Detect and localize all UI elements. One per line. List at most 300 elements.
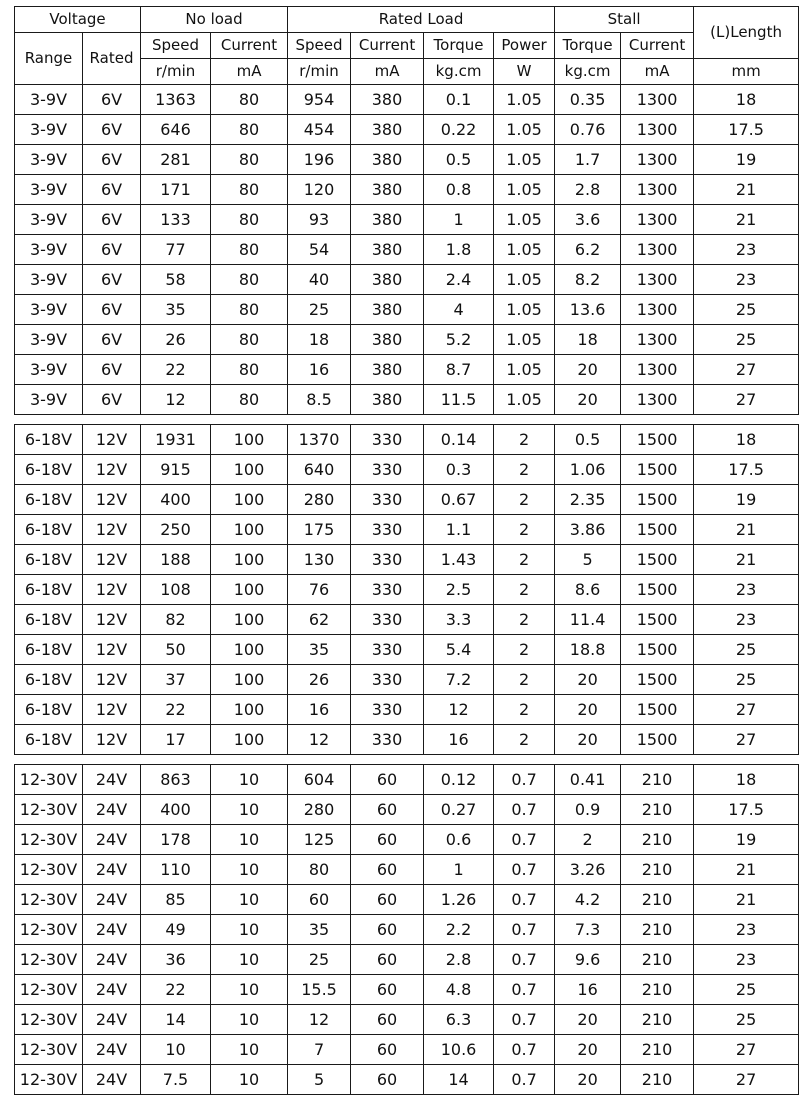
- rated-power-cell: 1.05: [494, 235, 555, 265]
- rated-power-cell: 2: [494, 545, 555, 575]
- rated-current-cell: 330: [351, 545, 424, 575]
- stall-current-cell: 1500: [621, 575, 694, 605]
- stall-current-cell: 1500: [621, 545, 694, 575]
- stall-torque-cell: 8.6: [555, 575, 621, 605]
- rated-cell: 6V: [83, 145, 141, 175]
- rated-current-cell: 60: [351, 825, 424, 855]
- range-cell: 12-30V: [15, 975, 83, 1005]
- no-load-speed-cell: 17: [141, 725, 211, 755]
- rated-cell: 6V: [83, 115, 141, 145]
- length-cell: 23: [694, 945, 799, 975]
- length-cell: 18: [694, 85, 799, 115]
- table-row: [15, 545, 799, 575]
- no-load-speed-cell: 915: [141, 455, 211, 485]
- range-cell: 12-30V: [15, 1065, 83, 1095]
- unit-w: W: [494, 59, 555, 85]
- no-load-speed-cell: 400: [141, 485, 211, 515]
- motor-spec-table: [14, 6, 799, 1095]
- rated-cell: 6V: [83, 385, 141, 415]
- rated-speed-cell: 62: [288, 605, 351, 635]
- no-load-current-cell: 80: [211, 385, 288, 415]
- rated-torque-cell: 0.22: [424, 115, 494, 145]
- no-load-current-cell: 100: [211, 575, 288, 605]
- no-load-speed-cell: 250: [141, 515, 211, 545]
- table-row: [15, 205, 799, 235]
- no-load-current-cell: 80: [211, 205, 288, 235]
- stall-current-cell: 1300: [621, 235, 694, 265]
- separator-cell: [15, 415, 799, 425]
- rated-current-cell: 60: [351, 855, 424, 885]
- rated-cell: 24V: [83, 1005, 141, 1035]
- no-load-speed-cell: 14: [141, 1005, 211, 1035]
- table-row: [15, 115, 799, 145]
- rated-torque-cell: 10.6: [424, 1035, 494, 1065]
- stall-torque-cell: 8.2: [555, 265, 621, 295]
- range-cell: 6-18V: [15, 455, 83, 485]
- group-separator: [15, 415, 799, 425]
- length-cell: 27: [694, 725, 799, 755]
- rated-current-cell: 380: [351, 205, 424, 235]
- stall-current-cell: 210: [621, 765, 694, 795]
- rated-current-cell: 380: [351, 295, 424, 325]
- rated-torque-cell: 0.8: [424, 175, 494, 205]
- no-load-speed-cell: 85: [141, 885, 211, 915]
- rated-torque-cell: 3.3: [424, 605, 494, 635]
- length-cell: 23: [694, 235, 799, 265]
- stall-current-cell: 1500: [621, 515, 694, 545]
- length-cell: 23: [694, 915, 799, 945]
- length-cell: 17.5: [694, 115, 799, 145]
- rated-speed-cell: 12: [288, 1005, 351, 1035]
- rated-torque-cell: 1.26: [424, 885, 494, 915]
- table-row: [15, 515, 799, 545]
- rated-current-cell: 330: [351, 425, 424, 455]
- stall-torque-cell: 9.6: [555, 945, 621, 975]
- rated-power-cell: 2: [494, 725, 555, 755]
- rated-speed-cell: 640: [288, 455, 351, 485]
- no-load-speed-cell: 82: [141, 605, 211, 635]
- rated-current-cell: 60: [351, 765, 424, 795]
- rated-power-cell: 1.05: [494, 295, 555, 325]
- range-cell: 12-30V: [15, 795, 83, 825]
- table-row: [15, 325, 799, 355]
- table-row: [15, 265, 799, 295]
- rated-speed-cell: 18: [288, 325, 351, 355]
- rated-torque-cell: 2.8: [424, 945, 494, 975]
- rated-torque-cell: 0.12: [424, 765, 494, 795]
- stall-torque-cell: 0.41: [555, 765, 621, 795]
- unit-kgcm: kg.cm: [555, 59, 621, 85]
- rated-power-cell: 2: [494, 665, 555, 695]
- stall-torque-cell: 3.26: [555, 855, 621, 885]
- rated-cell: 24V: [83, 885, 141, 915]
- unit-ma: mA: [211, 59, 288, 85]
- length-cell: 23: [694, 575, 799, 605]
- rated-current-cell: 60: [351, 885, 424, 915]
- range-cell: 6-18V: [15, 695, 83, 725]
- no-load-current-cell: 80: [211, 295, 288, 325]
- rated-cell: 12V: [83, 515, 141, 545]
- no-load-current-cell: 100: [211, 425, 288, 455]
- rated-current-cell: 330: [351, 575, 424, 605]
- table-row: [15, 915, 799, 945]
- rated-power-cell: 0.7: [494, 1065, 555, 1095]
- rated-torque-cell: 5.2: [424, 325, 494, 355]
- range-cell: 6-18V: [15, 605, 83, 635]
- rated-power-cell: 2: [494, 575, 555, 605]
- rated-speed-cell: 93: [288, 205, 351, 235]
- separator-cell: [15, 755, 799, 765]
- no-load-speed-cell: 281: [141, 145, 211, 175]
- rated-power-cell: 2: [494, 425, 555, 455]
- rated-power-cell: 0.7: [494, 975, 555, 1005]
- stall-current-cell: 1300: [621, 85, 694, 115]
- rated-cell: 6V: [83, 325, 141, 355]
- rated-torque-cell: 1.1: [424, 515, 494, 545]
- range-cell: 3-9V: [15, 235, 83, 265]
- rated-cell: 6V: [83, 175, 141, 205]
- unit-mm: mm: [694, 59, 799, 85]
- rated-speed-cell: 35: [288, 635, 351, 665]
- rated-speed-cell: 604: [288, 765, 351, 795]
- rated-current-cell: 330: [351, 665, 424, 695]
- no-load-current-cell: 10: [211, 825, 288, 855]
- rated-current-cell: 60: [351, 1035, 424, 1065]
- length-cell: 27: [694, 1035, 799, 1065]
- rated-torque-cell: 0.6: [424, 825, 494, 855]
- stall-torque-cell: 18: [555, 325, 621, 355]
- length-cell: 17.5: [694, 455, 799, 485]
- range-cell: 6-18V: [15, 545, 83, 575]
- no-load-current-cell: 80: [211, 175, 288, 205]
- rated-torque-cell: 4.8: [424, 975, 494, 1005]
- range-cell: 12-30V: [15, 855, 83, 885]
- rated-speed-cell: 120: [288, 175, 351, 205]
- length-header: (L)Length: [694, 7, 799, 59]
- rated-cell: 24V: [83, 1035, 141, 1065]
- stall-current-cell: 210: [621, 855, 694, 885]
- unit-rpm: r/min: [141, 59, 211, 85]
- table-row: [15, 1005, 799, 1035]
- length-cell: 25: [694, 635, 799, 665]
- rated-power-cell: 1.05: [494, 205, 555, 235]
- no-load-speed-cell: 35: [141, 295, 211, 325]
- rated-current-cell: 380: [351, 385, 424, 415]
- rated-torque-cell: 12: [424, 695, 494, 725]
- rated-power-cell: 0.7: [494, 795, 555, 825]
- rated-power-cell: 1.05: [494, 385, 555, 415]
- no-load-speed-cell: 37: [141, 665, 211, 695]
- rated-torque-cell: 7.2: [424, 665, 494, 695]
- length-cell: 19: [694, 145, 799, 175]
- table-row: [15, 485, 799, 515]
- range-cell: 3-9V: [15, 355, 83, 385]
- rated-torque-cell: 6.3: [424, 1005, 494, 1035]
- rated-speed-cell: 80: [288, 855, 351, 885]
- table-row: [15, 455, 799, 485]
- no-load-speed-cell: 10: [141, 1035, 211, 1065]
- no-load-current-cell: 100: [211, 485, 288, 515]
- stall-current-cell: 210: [621, 825, 694, 855]
- range-cell: 6-18V: [15, 515, 83, 545]
- no-load-speed-cell: 12: [141, 385, 211, 415]
- range-cell: 3-9V: [15, 85, 83, 115]
- rated-current-cell: 330: [351, 725, 424, 755]
- rated-cell: 12V: [83, 695, 141, 725]
- rated-speed-cell: 130: [288, 545, 351, 575]
- stall-torque-cell: 16: [555, 975, 621, 1005]
- header-row-groups: [15, 7, 799, 33]
- no-load-speed-cell: 36: [141, 945, 211, 975]
- rated-current-cell: 380: [351, 145, 424, 175]
- range-cell: 3-9V: [15, 265, 83, 295]
- length-cell: 21: [694, 545, 799, 575]
- rated-current-cell: 330: [351, 635, 424, 665]
- rated-cell: 24V: [83, 975, 141, 1005]
- length-cell: 25: [694, 975, 799, 1005]
- no-load-speed-cell: 77: [141, 235, 211, 265]
- range-cell: 3-9V: [15, 325, 83, 355]
- rated-power-cell: 1.05: [494, 145, 555, 175]
- rated-current-cell: 380: [351, 235, 424, 265]
- rated-torque-cell: 14: [424, 1065, 494, 1095]
- rated-current-cell: 330: [351, 455, 424, 485]
- rated-torque-cell: 0.5: [424, 145, 494, 175]
- rated-cell: 24V: [83, 765, 141, 795]
- table-row: [15, 795, 799, 825]
- stall-current-cell: 1300: [621, 355, 694, 385]
- length-cell: 18: [694, 425, 799, 455]
- no-load-speed-cell: 133: [141, 205, 211, 235]
- rated-cell: 12V: [83, 605, 141, 635]
- rated-current-cell: 60: [351, 915, 424, 945]
- length-cell: 25: [694, 665, 799, 695]
- rated-current-cell: 380: [351, 115, 424, 145]
- stall-torque-cell: 3.6: [555, 205, 621, 235]
- rated-current-cell: 380: [351, 325, 424, 355]
- no-load-current-cell: 100: [211, 515, 288, 545]
- no-load-speed-cell: 26: [141, 325, 211, 355]
- group-separator: [15, 755, 799, 765]
- rated-power-cell: 1.05: [494, 355, 555, 385]
- range-cell: 3-9V: [15, 385, 83, 415]
- stall-torque-cell: 20: [555, 385, 621, 415]
- no-load-current-cell: 100: [211, 545, 288, 575]
- stall-torque-cell: 0.76: [555, 115, 621, 145]
- length-cell: 27: [694, 385, 799, 415]
- rated-cell: 6V: [83, 355, 141, 385]
- rated-torque-cell: 0.27: [424, 795, 494, 825]
- stall-torque-cell: 20: [555, 695, 621, 725]
- range-cell: 12-30V: [15, 825, 83, 855]
- no-load-current-cell: 80: [211, 265, 288, 295]
- rated-current-cell: 60: [351, 1005, 424, 1035]
- rated-speed-cell: 26: [288, 665, 351, 695]
- stall-current-cell: 1300: [621, 175, 694, 205]
- no-load-current-cell: 10: [211, 1035, 288, 1065]
- stall-torque-cell: 0.9: [555, 795, 621, 825]
- stall-current-cell: 210: [621, 1065, 694, 1095]
- rated-torque-cell: 16: [424, 725, 494, 755]
- rated-speed-cell: 280: [288, 795, 351, 825]
- rated-current-cell: 380: [351, 265, 424, 295]
- rated-power-cell: 2: [494, 455, 555, 485]
- length-cell: 21: [694, 515, 799, 545]
- rated-speed-cell: 5: [288, 1065, 351, 1095]
- length-cell: 23: [694, 265, 799, 295]
- rated-speed-cell: 454: [288, 115, 351, 145]
- no-load-speed-cell: 22: [141, 695, 211, 725]
- rated-torque-cell: 8.7: [424, 355, 494, 385]
- no-load-current-cell: 10: [211, 975, 288, 1005]
- table-row: [15, 295, 799, 325]
- rated-current-cell: 380: [351, 175, 424, 205]
- rated-torque-cell: 0.67: [424, 485, 494, 515]
- length-cell: 19: [694, 485, 799, 515]
- stall-torque-cell: 2: [555, 825, 621, 855]
- rated-header: Rated: [83, 33, 141, 85]
- length-cell: 21: [694, 175, 799, 205]
- stall-torque-header: Torque: [555, 33, 621, 59]
- stall-current-cell: 210: [621, 975, 694, 1005]
- rated-torque-cell: 2.4: [424, 265, 494, 295]
- rated-power-cell: 0.7: [494, 915, 555, 945]
- range-cell: 6-18V: [15, 665, 83, 695]
- table-row: [15, 85, 799, 115]
- range-cell: 3-9V: [15, 205, 83, 235]
- table-row: [15, 175, 799, 205]
- length-cell: 25: [694, 1005, 799, 1035]
- rated-speed-cell: 8.5: [288, 385, 351, 415]
- no-load-speed-cell: 188: [141, 545, 211, 575]
- rated-speed-cell: 60: [288, 885, 351, 915]
- stall-current-header: Current: [621, 33, 694, 59]
- rated-current-cell: 380: [351, 355, 424, 385]
- no-load-speed-cell: 863: [141, 765, 211, 795]
- no-load-speed-cell: 22: [141, 355, 211, 385]
- rated-current-cell: 330: [351, 605, 424, 635]
- rated-power-cell: 0.7: [494, 885, 555, 915]
- rated-speed-cell: 1370: [288, 425, 351, 455]
- rated-current-cell: 330: [351, 515, 424, 545]
- table-row: [15, 825, 799, 855]
- table-row: [15, 145, 799, 175]
- rated-cell: 12V: [83, 545, 141, 575]
- rated-cell: 12V: [83, 665, 141, 695]
- rated-torque-cell: 2.5: [424, 575, 494, 605]
- range-cell: 12-30V: [15, 1005, 83, 1035]
- table-row: [15, 665, 799, 695]
- rated-power-header: Power: [494, 33, 555, 59]
- length-cell: 19: [694, 825, 799, 855]
- rated-power-cell: 0.7: [494, 765, 555, 795]
- stall-torque-cell: 20: [555, 665, 621, 695]
- stall-current-cell: 210: [621, 885, 694, 915]
- rated-cell: 12V: [83, 425, 141, 455]
- no-load-speed-header: Speed: [141, 33, 211, 59]
- table-row: [15, 855, 799, 885]
- stall-torque-cell: 20: [555, 355, 621, 385]
- no-load-speed-cell: 646: [141, 115, 211, 145]
- stall-current-cell: 1500: [621, 665, 694, 695]
- rated-power-cell: 1.05: [494, 85, 555, 115]
- no-load-speed-cell: 22: [141, 975, 211, 1005]
- range-cell: 3-9V: [15, 115, 83, 145]
- unit-ma: mA: [621, 59, 694, 85]
- stall-torque-cell: 20: [555, 1065, 621, 1095]
- length-cell: 21: [694, 855, 799, 885]
- rated-cell: 24V: [83, 825, 141, 855]
- rated-cell: 24V: [83, 795, 141, 825]
- no-load-speed-cell: 50: [141, 635, 211, 665]
- table-row: [15, 695, 799, 725]
- no-load-group-header: No load: [141, 7, 288, 33]
- no-load-speed-cell: 7.5: [141, 1065, 211, 1095]
- no-load-speed-cell: 178: [141, 825, 211, 855]
- no-load-current-cell: 80: [211, 235, 288, 265]
- no-load-speed-cell: 400: [141, 795, 211, 825]
- rated-power-cell: 2: [494, 635, 555, 665]
- rated-torque-cell: 0.14: [424, 425, 494, 455]
- no-load-current-cell: 10: [211, 1005, 288, 1035]
- table-row: [15, 1065, 799, 1095]
- stall-current-cell: 1500: [621, 695, 694, 725]
- no-load-current-cell: 10: [211, 945, 288, 975]
- range-cell: 12-30V: [15, 765, 83, 795]
- range-cell: 12-30V: [15, 945, 83, 975]
- no-load-speed-cell: 1931: [141, 425, 211, 455]
- rated-speed-cell: 280: [288, 485, 351, 515]
- rated-power-cell: 1.05: [494, 115, 555, 145]
- rated-current-cell: 60: [351, 795, 424, 825]
- rated-cell: 6V: [83, 235, 141, 265]
- stall-current-cell: 210: [621, 795, 694, 825]
- range-cell: 12-30V: [15, 1035, 83, 1065]
- unit-kgcm: kg.cm: [424, 59, 494, 85]
- table-row: [15, 235, 799, 265]
- rated-cell: 12V: [83, 485, 141, 515]
- rated-torque-cell: 0.1: [424, 85, 494, 115]
- table-row: [15, 575, 799, 605]
- no-load-current-cell: 80: [211, 115, 288, 145]
- rated-speed-cell: 40: [288, 265, 351, 295]
- rated-torque-cell: 2.2: [424, 915, 494, 945]
- stall-torque-cell: 6.2: [555, 235, 621, 265]
- rated-power-cell: 0.7: [494, 855, 555, 885]
- rated-cell: 24V: [83, 945, 141, 975]
- rated-cell: 6V: [83, 295, 141, 325]
- stall-torque-cell: 0.35: [555, 85, 621, 115]
- stall-torque-cell: 2.8: [555, 175, 621, 205]
- stall-current-cell: 210: [621, 1035, 694, 1065]
- rated-load-group-header: Rated Load: [288, 7, 555, 33]
- range-cell: 12-30V: [15, 885, 83, 915]
- rated-cell: 6V: [83, 85, 141, 115]
- header-row-columns: [15, 33, 799, 59]
- stall-current-cell: 1300: [621, 145, 694, 175]
- stall-torque-cell: 2.35: [555, 485, 621, 515]
- rated-speed-cell: 16: [288, 695, 351, 725]
- range-cell: 6-18V: [15, 725, 83, 755]
- table-row: [15, 605, 799, 635]
- table-row: [15, 425, 799, 455]
- rated-torque-cell: 1.8: [424, 235, 494, 265]
- rated-current-cell: 380: [351, 85, 424, 115]
- rated-power-cell: 2: [494, 485, 555, 515]
- stall-current-cell: 1300: [621, 385, 694, 415]
- table-body: [15, 85, 799, 1095]
- rated-cell: 12V: [83, 725, 141, 755]
